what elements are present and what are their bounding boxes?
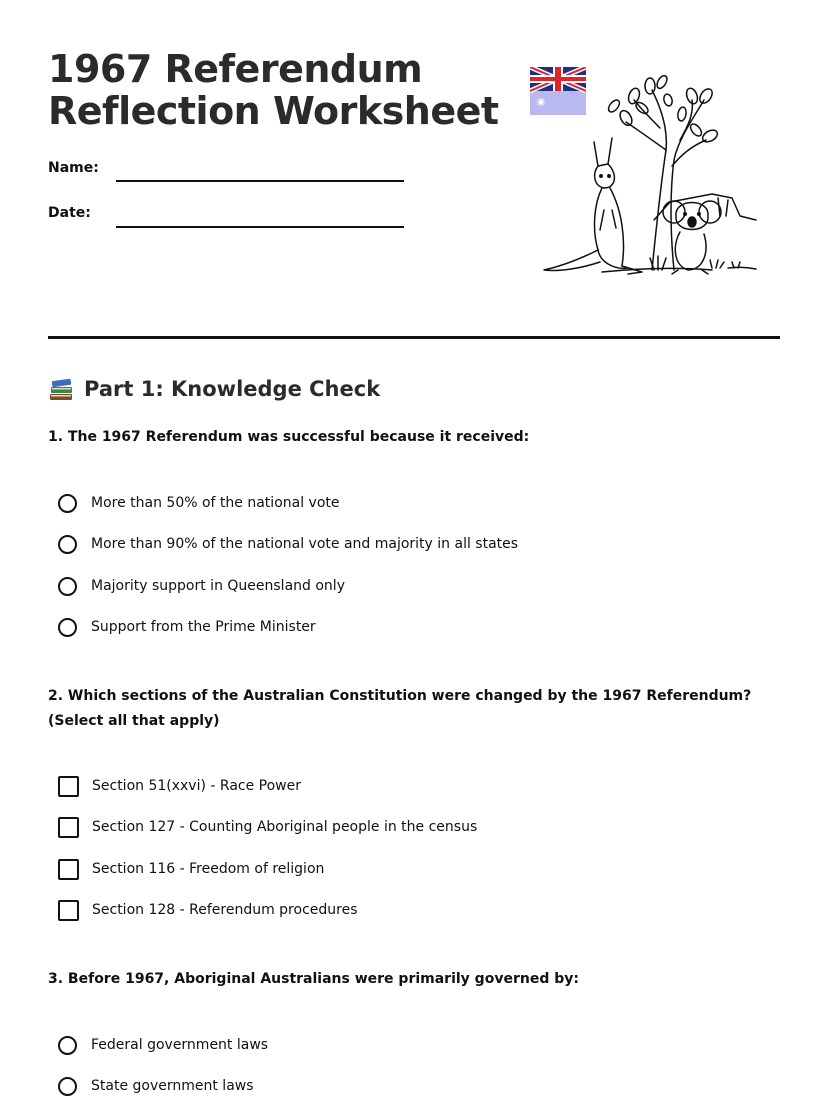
checkbox[interactable] xyxy=(58,900,79,921)
q2-option-2[interactable] xyxy=(58,815,477,839)
q3-option-1[interactable] xyxy=(58,1033,268,1057)
q1-option-3[interactable] xyxy=(58,574,345,598)
title-line-1: 1967 Referendum xyxy=(48,47,423,91)
name-field[interactable] xyxy=(116,180,404,182)
option-label: More than 90% of the national vote and majority in all states xyxy=(91,536,519,552)
q1-option-2[interactable] xyxy=(58,532,518,556)
q3-option-2[interactable] xyxy=(58,1074,254,1098)
date-field[interactable] xyxy=(116,226,404,228)
radio-button[interactable] xyxy=(58,494,77,513)
option-label: Majority support in Queensland only xyxy=(91,578,345,594)
section-divider xyxy=(48,336,780,339)
option-label: Federal government laws xyxy=(91,1037,269,1053)
radio-button[interactable] xyxy=(58,1036,77,1055)
worksheet-title xyxy=(48,48,508,132)
radio-button[interactable] xyxy=(58,1077,77,1096)
checkbox[interactable] xyxy=(58,859,79,880)
checkbox[interactable] xyxy=(58,776,79,797)
books-icon xyxy=(48,376,74,402)
option-label: Support from the Prime Minister xyxy=(91,619,316,635)
option-label: State government laws xyxy=(91,1078,254,1094)
option-label: Section 128 - Referendum procedures xyxy=(92,902,358,918)
part1-title: Part 1: Knowledge Check xyxy=(84,377,381,401)
option-label: More than 50% of the national vote xyxy=(91,495,340,511)
option-label: Section 127 - Counting Aboriginal people in the census xyxy=(92,819,478,835)
checkbox[interactable] xyxy=(58,817,79,838)
q2-option-3[interactable] xyxy=(58,857,324,881)
radio-button[interactable] xyxy=(58,577,77,596)
q1-option-4[interactable] xyxy=(58,615,316,639)
name-label: Name: xyxy=(48,160,99,176)
title-line-2: Reflection Worksheet xyxy=(48,89,499,133)
part1-heading xyxy=(48,374,380,404)
radio-button[interactable] xyxy=(58,618,77,637)
question-1: 1. The 1967 Referendum was successful because it received: xyxy=(48,429,530,445)
question-3: 3. Before 1967, Aboriginal Australians were primarily governed by: xyxy=(48,971,579,987)
q2-option-1[interactable] xyxy=(58,774,301,798)
kangaroo-koala-tree-illustration xyxy=(542,70,762,282)
option-label: Section 51(xxvi) - Race Power xyxy=(92,778,301,794)
option-label: Section 116 - Freedom of religion xyxy=(92,861,325,877)
radio-button[interactable] xyxy=(58,535,77,554)
q2-option-4[interactable] xyxy=(58,898,358,922)
question-2: 2. Which sections of the Australian Constitution were changed by the 1967 Referendum? (Select all that apply) xyxy=(48,688,752,729)
q1-option-1[interactable] xyxy=(58,491,340,515)
date-label: Date: xyxy=(48,205,91,221)
